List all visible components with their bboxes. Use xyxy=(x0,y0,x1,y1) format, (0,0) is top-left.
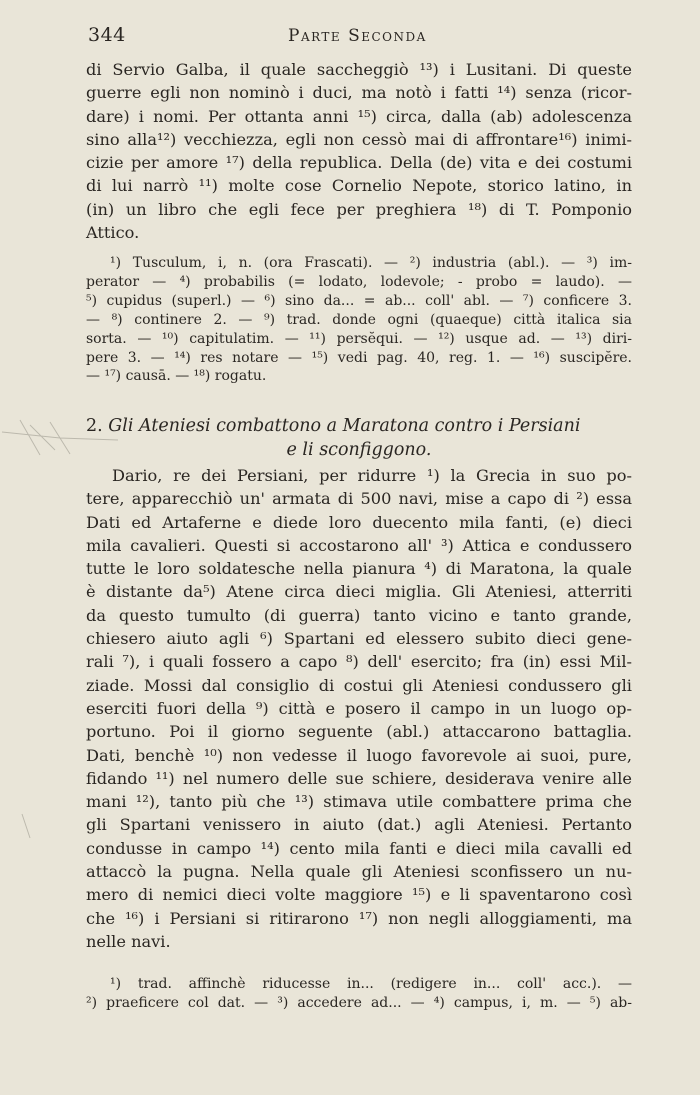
text-line: Dario, re dei Persiani, per ridurre ¹) la Grecia in suo po- xyxy=(112,466,632,485)
footnote-line: — ⁸) continere 2. — ⁹) trad. donde ogni (quaeque) città italica sia xyxy=(86,311,632,328)
text-line: di Servio Galba, il quale saccheggiò ¹³) i Lusitani. Di queste xyxy=(86,60,632,79)
page-header xyxy=(88,24,628,52)
section-title-line-1: Gli Ateniesi combattono a Maratona contro i Persiani xyxy=(108,416,581,436)
footnote-line: pere 3. — ¹⁴) res notare — ¹⁵) vedi pag. 40, reg. 1. — ¹⁶) suscipĕre. xyxy=(86,349,632,366)
text-line: Dati, benchè ¹⁰) non vedesse il luogo favorevole ai suoi, pure, xyxy=(86,745,632,765)
text-line: che ¹⁶) i Persiani si ritirarono ¹⁷) non negli alloggiamenti, ma xyxy=(86,908,632,928)
footnote-line: ²) praeficere col dat. — ³) accedere ad... — ⁴) campus, i, m. — ⁵) ab- xyxy=(86,994,632,1011)
text-line: eserciti fuori della ⁹) città e posero il campo in un luogo op- xyxy=(86,698,632,718)
footnote-line: perator — ⁴) probabilis (= lodato, lodevole; - probo = laudo). — xyxy=(86,273,632,290)
text-line: guerre egli non nominò i duci, ma notò i fatti ¹⁴) senza (ricor- xyxy=(86,83,632,103)
footnotes-section-1 xyxy=(86,254,632,386)
text-line: fidando ¹¹) nel numero delle sue schiere, desiderava venire alle xyxy=(86,768,632,788)
pencil-scribble-icon xyxy=(0,410,120,470)
section-heading-line-1 xyxy=(86,414,632,438)
pencil-tick-icon xyxy=(20,812,32,840)
text-line: ziade. Mossi dal consiglio di costui gli Ateniesi condussero gli xyxy=(86,675,632,695)
text-line: rali ⁷), i quali fossero a capo ⁸) dell' esercito; fra (in) essi Mil- xyxy=(86,652,632,672)
section-number: 2. xyxy=(86,416,103,436)
text-line: nelle navi. xyxy=(86,931,171,951)
footnote-line: sorta. — ¹⁰) capitulatim. — ¹¹) persĕqui. — ¹²) usque ad. — ¹³) diri- xyxy=(86,330,632,347)
text-line: chiesero aiuto agli ⁶) Spartani ed elessero subito dieci gene- xyxy=(86,629,632,649)
text-line: tere, apparecchiò un' armata di 500 navi, mise a capo di ²) essa xyxy=(86,489,632,509)
text-line: tutte le loro soldatesche nella pianura ⁴) di Maratona, la quale xyxy=(86,559,632,579)
paragraph-continued xyxy=(86,58,632,244)
text-line: Dati ed Artaferne e diede loro duecento mila fanti, (e) dieci xyxy=(86,512,632,532)
text-line: attaccò la pugna. Nella quale gli Ateniesi sconfissero un nu- xyxy=(86,862,632,882)
text-line: cizie per amore ¹⁷) della republica. Della (de) vita e dei costumi xyxy=(86,153,632,173)
text-line: Attico. xyxy=(86,223,140,243)
text-line: mani ¹²), tanto più che ¹³) stimava utile combattere prima che xyxy=(86,792,632,812)
section-title-line-2: e li sconfiggono. xyxy=(286,440,432,460)
running-head-text: Parte Seconda xyxy=(288,26,427,46)
footnote-line: ¹) Tusculum, i, n. (ora Frascati). — ²) industria (abl.). — ³) im- xyxy=(110,255,632,271)
text-line: mero di nemici dieci volte maggiore ¹⁵) e li spaventarono così xyxy=(86,885,632,905)
footnote-line: — ¹⁷) causā. — ¹⁸) rogatu. xyxy=(86,368,267,385)
text-line: portuno. Poi il giorno seguente (abl.) attaccarono battaglia. xyxy=(86,722,632,742)
text-line: dare) i nomi. Per ottanta anni ¹⁵) circa, dalla (ab) adolescenza xyxy=(86,106,632,126)
text-line: (in) un libro che egli fece per preghiera ¹⁸) di T. Pomponio xyxy=(86,199,632,219)
section-heading xyxy=(86,414,632,462)
running-head xyxy=(288,26,427,46)
text-line: è distante da⁵) Atene circa dieci miglia. Gli Ateniesi, atterriti xyxy=(86,582,632,602)
text-line: da questo tumulto (di guerra) tanto vicino e tanto grande, xyxy=(86,605,632,625)
page-number: 344 xyxy=(88,24,126,46)
text-line: mila cavalieri. Questi si accostarono all' ³) Attica e condussero xyxy=(86,535,632,555)
text-line: gli Spartani venissero in aiuto (dat.) agli Ateniesi. Pertanto xyxy=(86,815,632,835)
footnote-line: ¹) trad. affinchè riducesse in... (redigere in... coll' acc.). — xyxy=(110,976,632,992)
text-line: di lui narrò ¹¹) molte cose Cornelio Nepote, storico latino, in xyxy=(86,176,632,196)
text-line: condusse in campo ¹⁴) cento mila fanti e dieci mila cavalli ed xyxy=(86,838,632,858)
footnotes-section-2 xyxy=(86,975,632,1013)
paragraph-marathon xyxy=(86,464,632,953)
text-line: sino alla¹²) vecchiezza, egli non cessò mai di affrontare¹⁶) inimi- xyxy=(86,129,632,149)
footnote-line: ⁵) cupidus (superl.) — ⁶) sino da... = ab... coll' abl. — ⁷) conficere 3. xyxy=(86,292,632,309)
